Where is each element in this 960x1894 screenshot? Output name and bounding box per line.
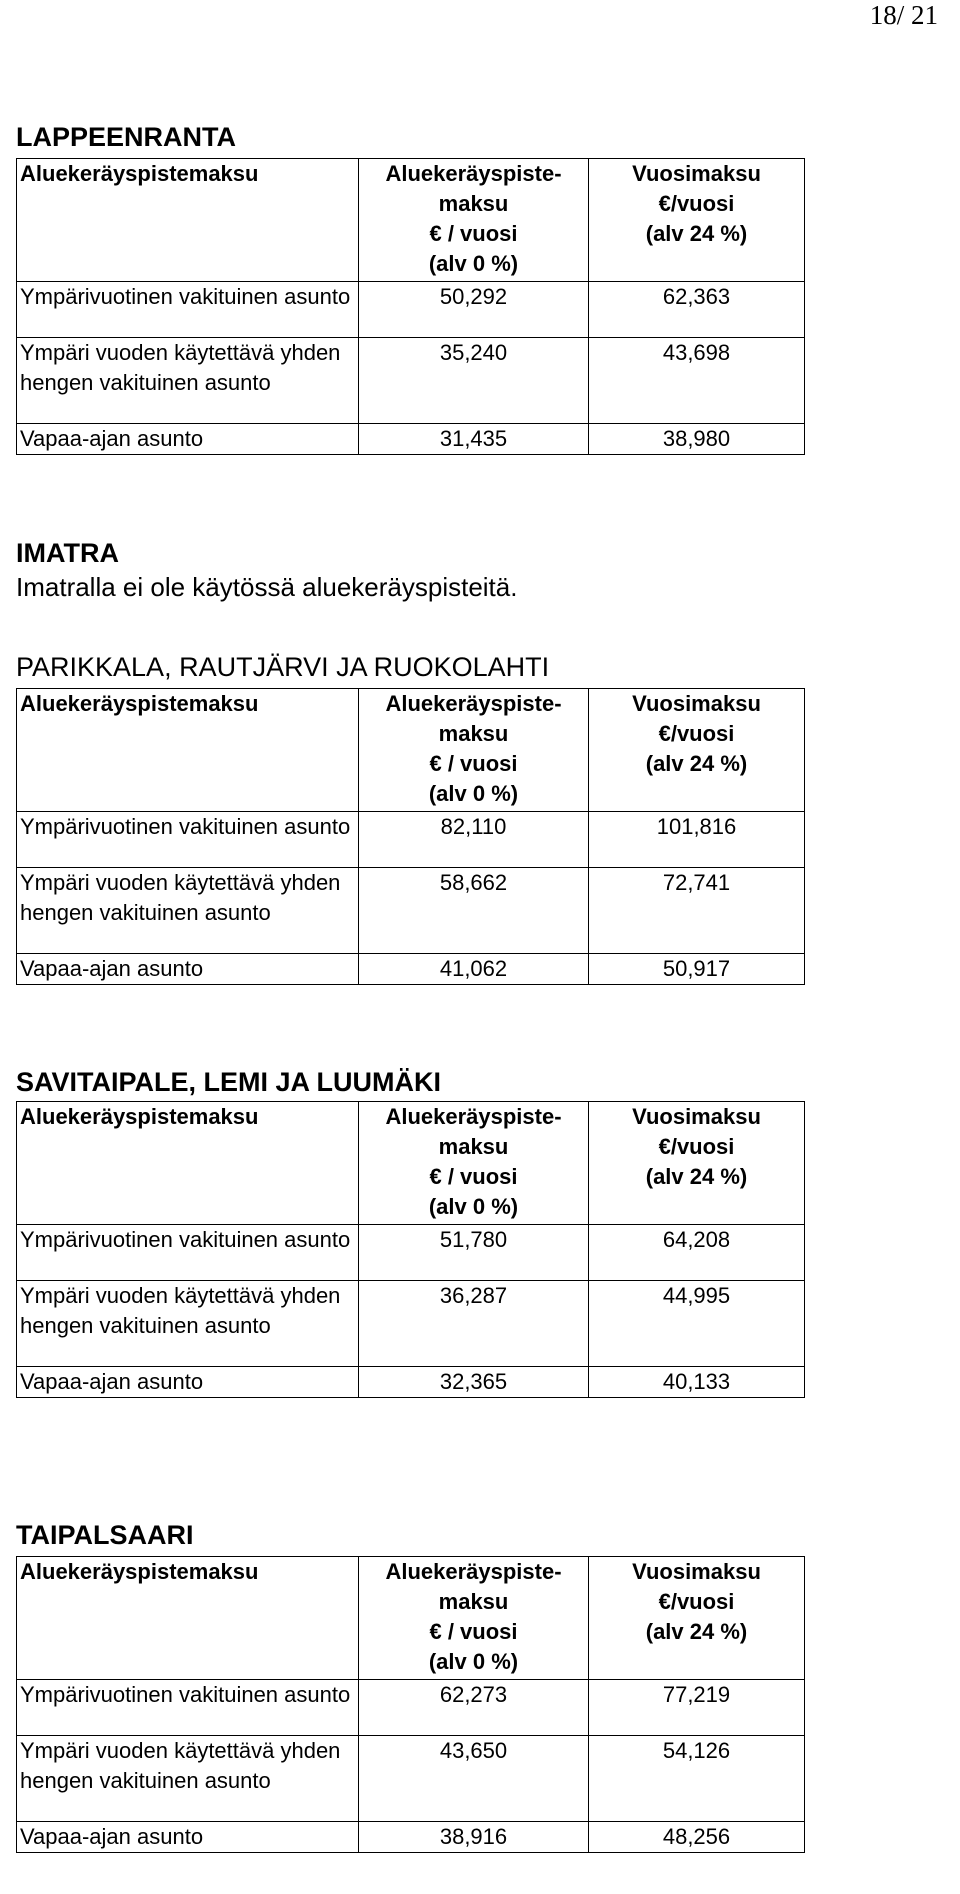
header-area-fee: Aluekeräyspistemaksu [17,689,359,812]
table-header-row [17,159,805,282]
header-line: €/vuosi [658,191,735,216]
section-parikkala [16,652,826,682]
fee-table-taipalsaari [16,1556,805,1853]
header-line: (alv 24 %) [645,221,748,246]
header-line: (alv 24 %) [645,751,748,776]
section-lappeenranta [16,122,826,152]
header-fee-excl-vat [359,689,589,812]
section-title: LAPPEENRANTA [16,122,237,152]
fee-incl-vat: 62,363 [589,282,805,338]
table-row [17,1225,805,1281]
table-row [17,1680,805,1736]
table-row [17,1822,805,1853]
header-area-fee: Aluekeräyspistemaksu [17,159,359,282]
fee-excl-vat: 82,110 [359,812,589,868]
fee-table-savitaipale [16,1101,805,1398]
section-title: TAIPALSAARI [16,1520,194,1550]
fee-excl-vat: 38,916 [359,1822,589,1853]
fee-table-lappeenranta [16,158,805,455]
fee-excl-vat: 58,662 [359,868,589,954]
table-row [17,282,805,338]
fee-incl-vat: 40,133 [589,1367,805,1398]
header-line: Vuosimaksu [632,691,761,716]
section-title: IMATRA [16,538,119,568]
fee-table-parikkala [16,688,805,985]
row-label: Vapaa-ajan asunto [17,1367,359,1398]
fee-incl-vat: 54,126 [589,1736,805,1822]
header-line: Vuosimaksu [632,1104,761,1129]
header-fee-excl-vat [359,1102,589,1225]
section-taipalsaari [16,1520,826,1550]
header-fee-excl-vat [359,159,589,282]
header-line: € / vuosi [429,221,518,246]
header-line: (alv 0 %) [428,1649,519,1674]
header-line: Aluekeräyspiste- [385,1104,562,1129]
header-line: Aluekeräyspiste- [385,1559,562,1584]
fee-incl-vat: 43,698 [589,338,805,424]
row-label: Vapaa-ajan asunto [17,1822,359,1853]
header-fee-excl-vat [359,1557,589,1680]
table-header-row [17,1102,805,1225]
fee-excl-vat: 31,435 [359,424,589,455]
header-line: maksu [438,191,509,216]
row-label: Ympäri vuoden käytettävä yhden hengen vakituinen asunto [17,1281,359,1367]
section-title: PARIKKALA, RAUTJÄRVI JA RUOKOLAHTI [16,652,550,682]
header-area-fee: Aluekeräyspistemaksu [17,1557,359,1680]
row-label: Ympäri vuoden käytettävä yhden hengen vakituinen asunto [17,868,359,954]
header-line: €/vuosi [658,1589,735,1614]
table-row [17,1281,805,1367]
header-line: (alv 0 %) [428,781,519,806]
fee-excl-vat: 50,292 [359,282,589,338]
fee-incl-vat: 48,256 [589,1822,805,1853]
row-label: Ympäri vuoden käytettävä yhden hengen vakituinen asunto [17,338,359,424]
header-line: € / vuosi [429,1164,518,1189]
page-number: 18/ 21 [869,0,938,30]
table-header-row [17,689,805,812]
section-note: Imatralla ei ole käytössä aluekeräyspisteitä. [16,572,518,602]
fee-excl-vat: 43,650 [359,1736,589,1822]
header-line: maksu [438,1134,509,1159]
header-line: €/vuosi [658,721,735,746]
fee-incl-vat: 38,980 [589,424,805,455]
header-line: Vuosimaksu [632,1559,761,1584]
header-line: maksu [438,1589,509,1614]
fee-excl-vat: 32,365 [359,1367,589,1398]
fee-incl-vat: 44,995 [589,1281,805,1367]
header-line: (alv 24 %) [645,1164,748,1189]
header-line: €/vuosi [658,1134,735,1159]
table-row [17,812,805,868]
row-label: Vapaa-ajan asunto [17,954,359,985]
header-line: Aluekeräyspiste- [385,691,562,716]
header-fee-incl-vat [589,689,805,812]
fee-excl-vat: 36,287 [359,1281,589,1367]
header-line: maksu [438,721,509,746]
header-fee-incl-vat [589,159,805,282]
section-title: SAVITAIPALE, LEMI JA LUUMÄKI [16,1067,441,1097]
header-line: (alv 0 %) [428,1194,519,1219]
fee-excl-vat: 41,062 [359,954,589,985]
header-area-fee: Aluekeräyspistemaksu [17,1102,359,1225]
fee-incl-vat: 101,816 [589,812,805,868]
header-line: Aluekeräyspiste- [385,161,562,186]
row-label: Ympärivuotinen vakituinen asunto [17,1225,359,1281]
fee-incl-vat: 50,917 [589,954,805,985]
header-line: € / vuosi [429,751,518,776]
header-line: (alv 0 %) [428,251,519,276]
table-header-row [17,1557,805,1680]
section-savitaipale [16,1067,826,1097]
fee-excl-vat: 35,240 [359,338,589,424]
row-label: Ympärivuotinen vakituinen asunto [17,1680,359,1736]
table-row [17,868,805,954]
row-label: Ympärivuotinen vakituinen asunto [17,282,359,338]
table-row [17,424,805,455]
table-row [17,338,805,424]
fee-incl-vat: 77,219 [589,1680,805,1736]
row-label: Vapaa-ajan asunto [17,424,359,455]
header-line: (alv 24 %) [645,1619,748,1644]
header-line: € / vuosi [429,1619,518,1644]
table-row [17,954,805,985]
fee-incl-vat: 72,741 [589,868,805,954]
section-imatra [16,538,826,602]
header-line: Vuosimaksu [632,161,761,186]
row-label: Ympäri vuoden käytettävä yhden hengen vakituinen asunto [17,1736,359,1822]
table-row [17,1736,805,1822]
row-label: Ympärivuotinen vakituinen asunto [17,812,359,868]
fee-excl-vat: 62,273 [359,1680,589,1736]
fee-excl-vat: 51,780 [359,1225,589,1281]
header-fee-incl-vat [589,1102,805,1225]
fee-incl-vat: 64,208 [589,1225,805,1281]
header-fee-incl-vat [589,1557,805,1680]
table-row [17,1367,805,1398]
